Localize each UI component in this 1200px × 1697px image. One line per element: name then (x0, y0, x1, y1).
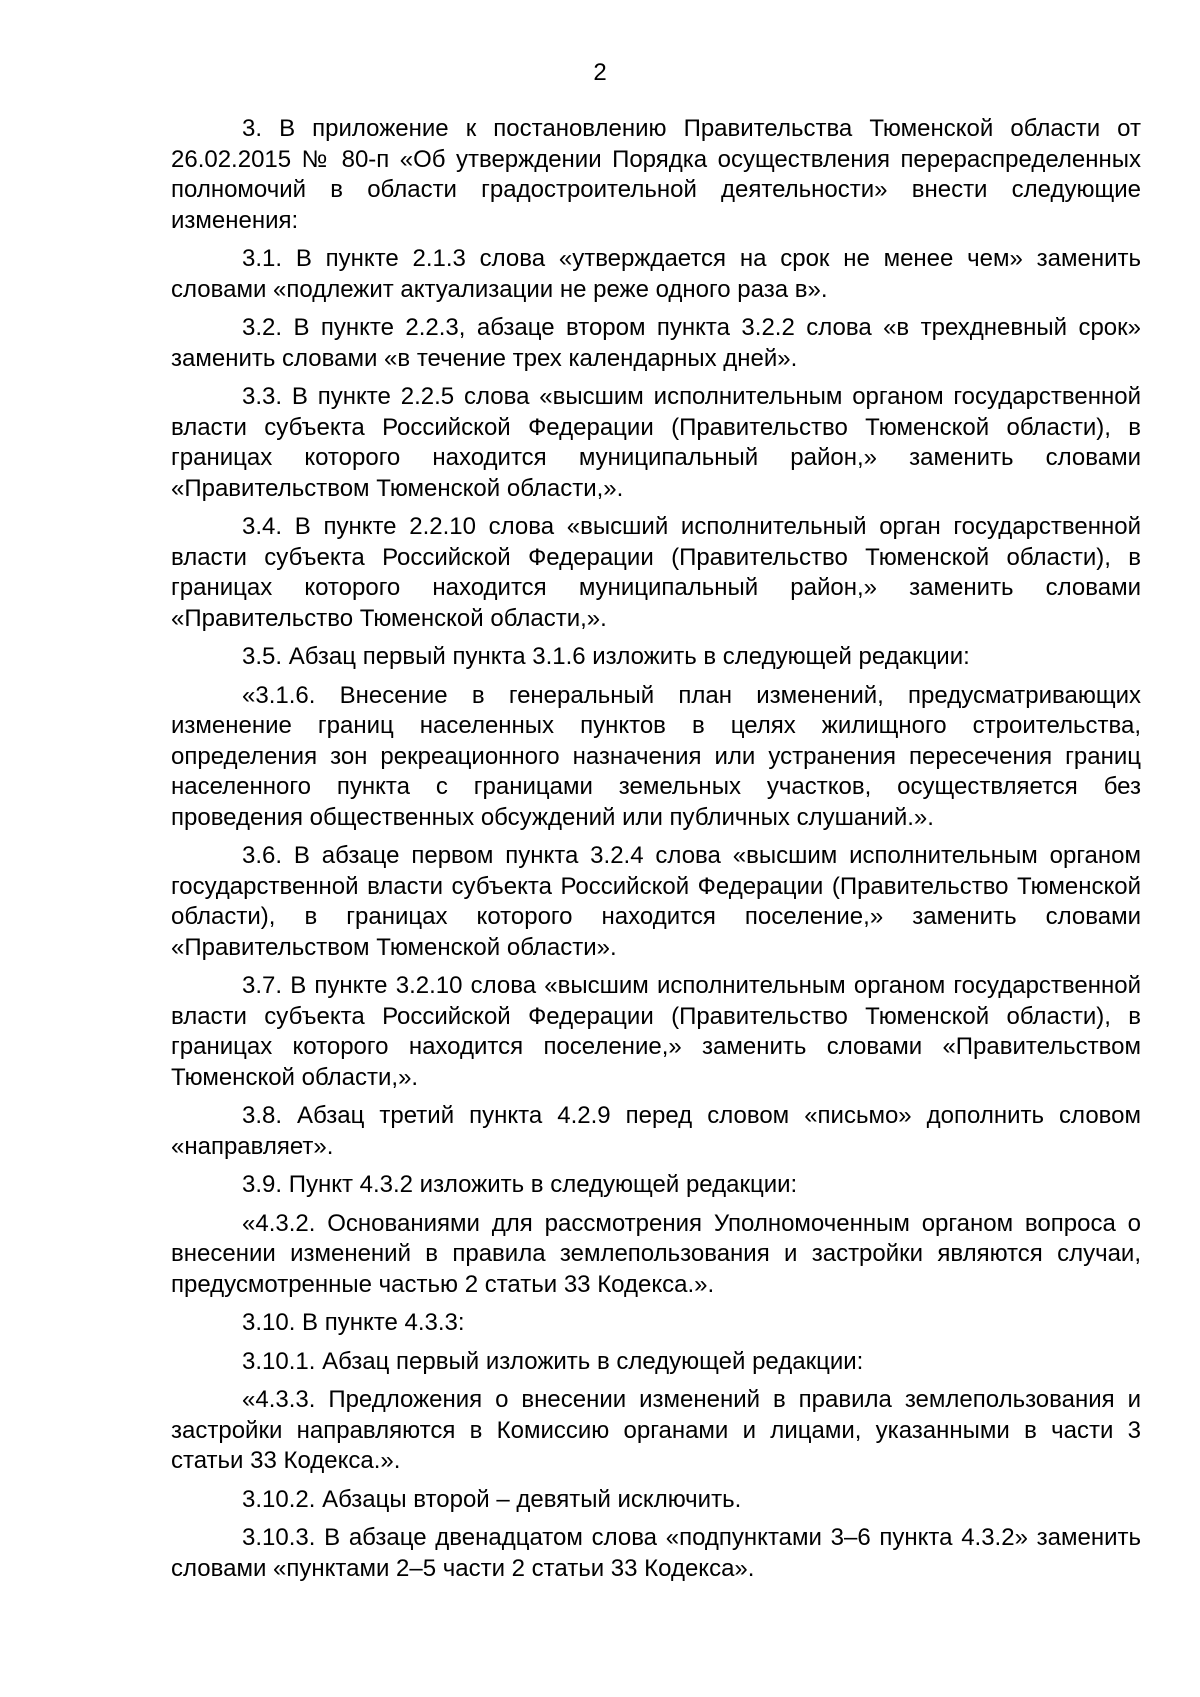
paragraph-3-5: 3.5. Абзац первый пункта 3.1.6 изложить в следующей редакции: (242, 643, 970, 670)
quote-4-3-3: «4.3.3. Предложения о внесении изменений в правила землепользования и застройки направляются в Комиссию органами и лицами, указанными в части 3 статьи 33 Кодекса.». (171, 1386, 1141, 1474)
paragraph-3-1: 3.1. В пункте 2.1.3 слова «утверждается на срок не менее чем» заменить словами «подлежит актуализации не реже одного раза в». (171, 245, 1141, 303)
paragraph-3-9: 3.9. Пункт 4.3.2 изложить в следующей редакции: (242, 1171, 798, 1198)
quote-3-1-6: «3.1.6. Внесение в генеральный план изменений, предусматривающих изменение границ населенных пунктов в целях жилищного строительства, определения зон рекреационного назначения или устранения пересечения границ населенного пункта с границами земельных участков, осуществляется без проведения общественных обсуждений или публичных слушаний.». (171, 681, 1141, 831)
document-body (171, 114, 1141, 1592)
paragraph-3-3: 3.3. В пункте 2.2.5 слова «высшим исполнительным органом государственной власти субъекта Российской Федерации (Правительство Тюменской области), в границах которого находится муниципальный район,» заменить словами «Правительством Тюменской области,». (171, 383, 1141, 502)
paragraph-3-10-2: 3.10.2. Абзацы второй – девятый исключить. (242, 1485, 742, 1513)
paragraph-3-8: 3.8. Абзац третий пункта 4.2.9 перед словом «письмо» дополнить словом «направляет». (171, 1102, 1141, 1160)
paragraph-3-10-1: 3.10.1. Абзац первый изложить в следующей редакции: (242, 1347, 864, 1375)
quote-4-3-2: «4.3.2. Основаниями для рассмотрения Уполномоченным органом вопроса о внесении изменений в правила землепользования и застройки являются случаи, предусмотренные частью 2 статьи 33 Кодекса.». (171, 1209, 1141, 1298)
paragraph-3: 3. В приложение к постановлению Правительства Тюменской области от 26.02.2015 № 80-п «Об утверждении Порядка осуществления перераспределенных полномочий в области градостроительной деятельности» внести следующие изменения: (171, 115, 1141, 234)
paragraph-3-7: 3.7. В пункте 3.2.10 слова «высшим исполнительным органом государственной власти субъекта Российской Федерации (Правительство Тюменской области), в границах которого находится поселение,» заменить словами «Правительством Тюменской области,». (171, 972, 1141, 1091)
paragraph-3-2: 3.2. В пункте 2.2.3, абзаце втором пункта 3.2.2 слова «в трехдневный срок» заменить словами «в течение трех календарных дней». (171, 314, 1141, 372)
paragraph-3-4: 3.4. В пункте 2.2.10 слова «высший исполнительный орган государственной власти субъекта Российской Федерации (Правительство Тюменской области), в границах которого находится муниципальный район,» заменить словами «Правительство Тюменской области,». (171, 513, 1141, 632)
page-number: 2 (593, 59, 607, 86)
paragraph-3-10-3: 3.10.3. В абзаце двенадцатом слова «подпунктами 3–6 пункта 4.3.2» заменить словами «пунктами 2–5 части 2 статьи 33 Кодекса». (171, 1524, 1141, 1582)
paragraph-3-10: 3.10. В пункте 4.3.3: (242, 1309, 465, 1336)
paragraph-3-6: 3.6. В абзаце первом пункта 3.2.4 слова «высшим исполнительным органом государственной власти субъекта Российской Федерации (Правительство Тюменской области), в границах которого находится поселение,» заменить словами «Правительством Тюменской области». (171, 842, 1141, 961)
